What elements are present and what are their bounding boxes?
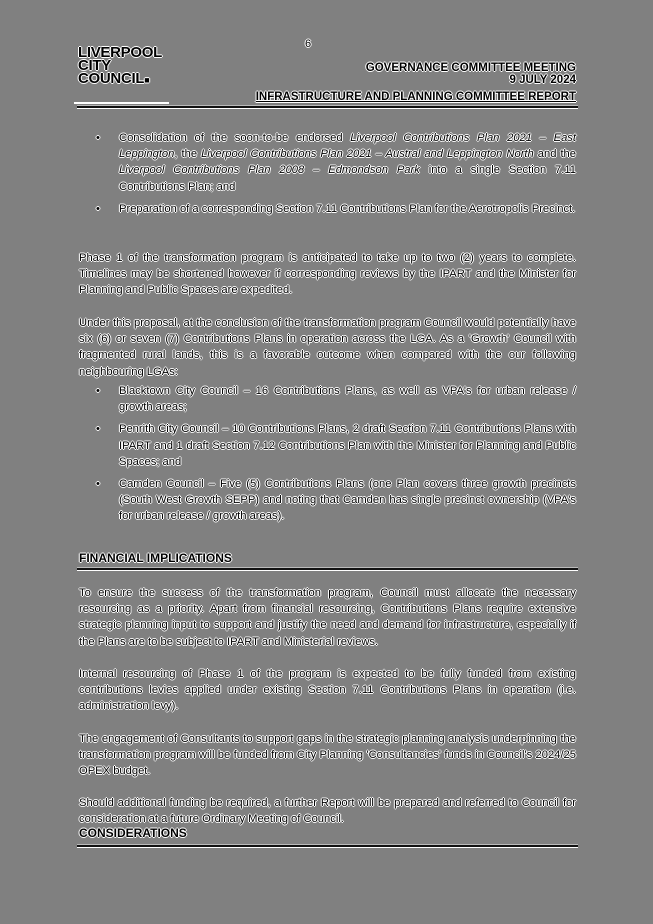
list-item: • Blacktown City Council – 16 Contributions Plans, as well as VPA's for urban release / growth areas; <box>119 383 576 415</box>
logo-underline <box>74 102 169 104</box>
financial-paragraph-4: Should additional funding be required, a further Report will be prepared and referred to Council for consideration at a future Ordinary Meeting of Council. <box>79 797 576 826</box>
lga-bullets <box>79 383 576 531</box>
list-item: • Consolidation of the soon-to-be endorsed Liverpool Contributions Plan 2021 – East Leppington, the Liverpool Contributions Plan 2021 – Austral and Leppington North and the Liverpool Contributions Plan 2008 – Edmondson Park into a single Section 7.11 Contributions Plan; and <box>119 130 576 195</box>
list-item: • Camden Council – Five (5) Contributions Plans (one Plan covers three growth precincts (South West Growth SEPP) and noting that Camden has single precinct ownership (VPA's for urban release / growth areas). <box>119 476 576 525</box>
page-number: 6 <box>304 38 312 50</box>
meeting-date: 9 JULY 2024 <box>509 74 576 86</box>
financial-paragraph-1: To ensure the success of the transformation program, Council must allocate the necessary resourcing as a priority. Apart from financial resourcing, Contributions Plans require extensive strategic planning input to support and justify the need and demand for infrastructure, especially if the Plans are to be subject to IPART and Ministerial reviews. <box>79 587 576 648</box>
financial-heading: FINANCIAL IMPLICATIONS <box>79 551 232 565</box>
logo-line-2: CITY <box>78 57 111 74</box>
report-title: INFRASTRUCTURE AND PLANNING COMMITTEE REPORT <box>255 91 576 103</box>
header-rule <box>77 106 578 108</box>
considerations-heading: CONSIDERATIONS <box>79 826 187 840</box>
meeting-title: GOVERNANCE COMMITTEE MEETING <box>365 62 576 74</box>
logo-line-3: COUNCIL■ <box>78 70 150 87</box>
council-logo <box>78 46 174 87</box>
logo-dot-icon: ■ <box>144 75 150 85</box>
list-item: • Penrith City Council – 10 Contributions Plans, 2 draft Section 7.11 Contributions Plans with IPART and 1 draft Section 7.12 Contributions Plan with the Minister for Planning and Public Spaces; and <box>119 421 576 470</box>
financial-paragraph-3: The engagement of Consultants to support gaps in the strategic planning analysis underpinning the transformation program will be funded from City Planning 'Consultancies' funds in Council's 2024/25 OPEX budget. <box>79 733 576 778</box>
financial-paragraph-2: Internal resourcing of Phase 1 of the program is expected to be fully funded from existing contributions levies applied under existing Section 7.11 Contributions Plans in operation (i.e. administration levy). <box>79 668 576 713</box>
logo-line-1: LIVERPOOL <box>78 44 162 61</box>
proposal-paragraph: Under this proposal, at the conclusion of the transformation program Council would potentially have six (6) or seven (7) Contributions Plans in operation across the LGA. As a 'Growth' Council with fragmented rural lands, this is a favorable outcome when compared with the our following neighbouring LGAs: <box>79 317 576 378</box>
considerations-rule <box>77 845 578 847</box>
phase1-paragraph: Phase 1 of the transformation program is anticipated to take up to two (2) years to complete. Timelines may be shortened however if corresponding reviews by the IPART and the Minister for Planning and Public Spaces are expedited. <box>79 252 576 297</box>
list-item: • Preparation of a corresponding Section 7.11 Contributions Plan for the Aerotropolis Precinct. <box>119 201 576 217</box>
financial-rule <box>77 568 578 570</box>
top-bullets <box>79 130 576 223</box>
